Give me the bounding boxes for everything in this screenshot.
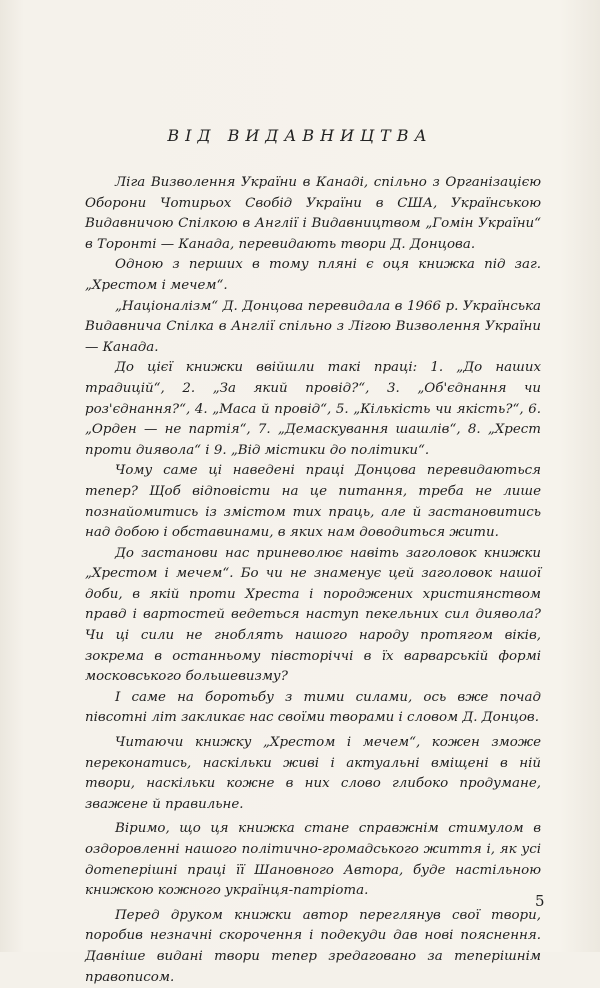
paragraph: Читаючи книжку „Хрестом і мечем“, кожен зможе переконатись, наскільки живі і актуальні вміщені в ній твори, наскільки кожне в них слово глибоко продумане, зважене й правильне. [85, 735, 541, 812]
paragraph: Ліга Визволення України в Канаді, спільно з Організацією Оборони Чотирьох Свобід України в США, Українською Видавничою Спілкою в Англії і Видавництвом „Гомін України“ в Торонті — Канада, перевидають твори Д. Донцова. [85, 175, 541, 252]
page-number: 5 [535, 892, 545, 910]
body-text [85, 173, 541, 988]
paragraph: Віримо, що ця книжка стане справжнім стимулом в оздоровленні нашого політично-громадського життя і, як усі дотеперішні праці її Шановного Автора, буде настільною книжкою кожного українця-патріота. [85, 821, 541, 899]
paragraph: „Націоналізм“ Д. Донцова перевидала в 1966 р. Українська Видавнича Спілка в Англії спільно з Лігою Визволення України — Канада. [85, 298, 541, 355]
paragraph: Одною з перших в тому пляні є оця книжка під заг. „Хрестом і мечем“. [85, 257, 541, 293]
paragraph: І саме на боротьбу з тими силами, ось вже почад півсотні літ закликає нас своїми творами і словом Д. Донцов. [85, 689, 541, 726]
paragraph: Перед друком книжки автор переглянув свої твори, поробив незначні скорочення і подекуди дав нові пояснення. Давніше видані твори тепер зредаговано за теперішнім правописом. [85, 907, 541, 985]
paragraph: До цієї книжки ввійшли такі праці: 1. „До наших традицій“, 2. „За який провід?“, 3. „Об'єднання чи роз'єднання?“, 4. „Маса й провід“, 5. „Кількість чи якість?“, 6. „Орден — не партія“, 7. „Демаскування шашлів“, 8. „Хрест проти диявола“ і 9. „Від містики до політики“. [85, 360, 541, 458]
paragraph: Чому саме ці наведені праці Донцова перевидаються тепер? Щоб відповісти на це питання, треба не лише познайомитись із змістом тих праць, але й застановитись над добою і обставинами, в яких нам доводиться жити. [85, 463, 541, 541]
paragraph: До застанови нас приневолює навіть заголовок книжки „Хрестом і мечем“. Бо чи не знаменує цей заголовок нашої доби, в якій проти Хреста і породжених християнством правд і вартостей ведеться наступ пекельних сил диявола? Чи ці сили не гноблять нашого народу протягом віків, зокрема в останньому півсторіччі в їх варварській формі московського большевизму? [85, 545, 541, 685]
page-heading: ВІД ВИДАВНИЦТВА [167, 126, 433, 145]
